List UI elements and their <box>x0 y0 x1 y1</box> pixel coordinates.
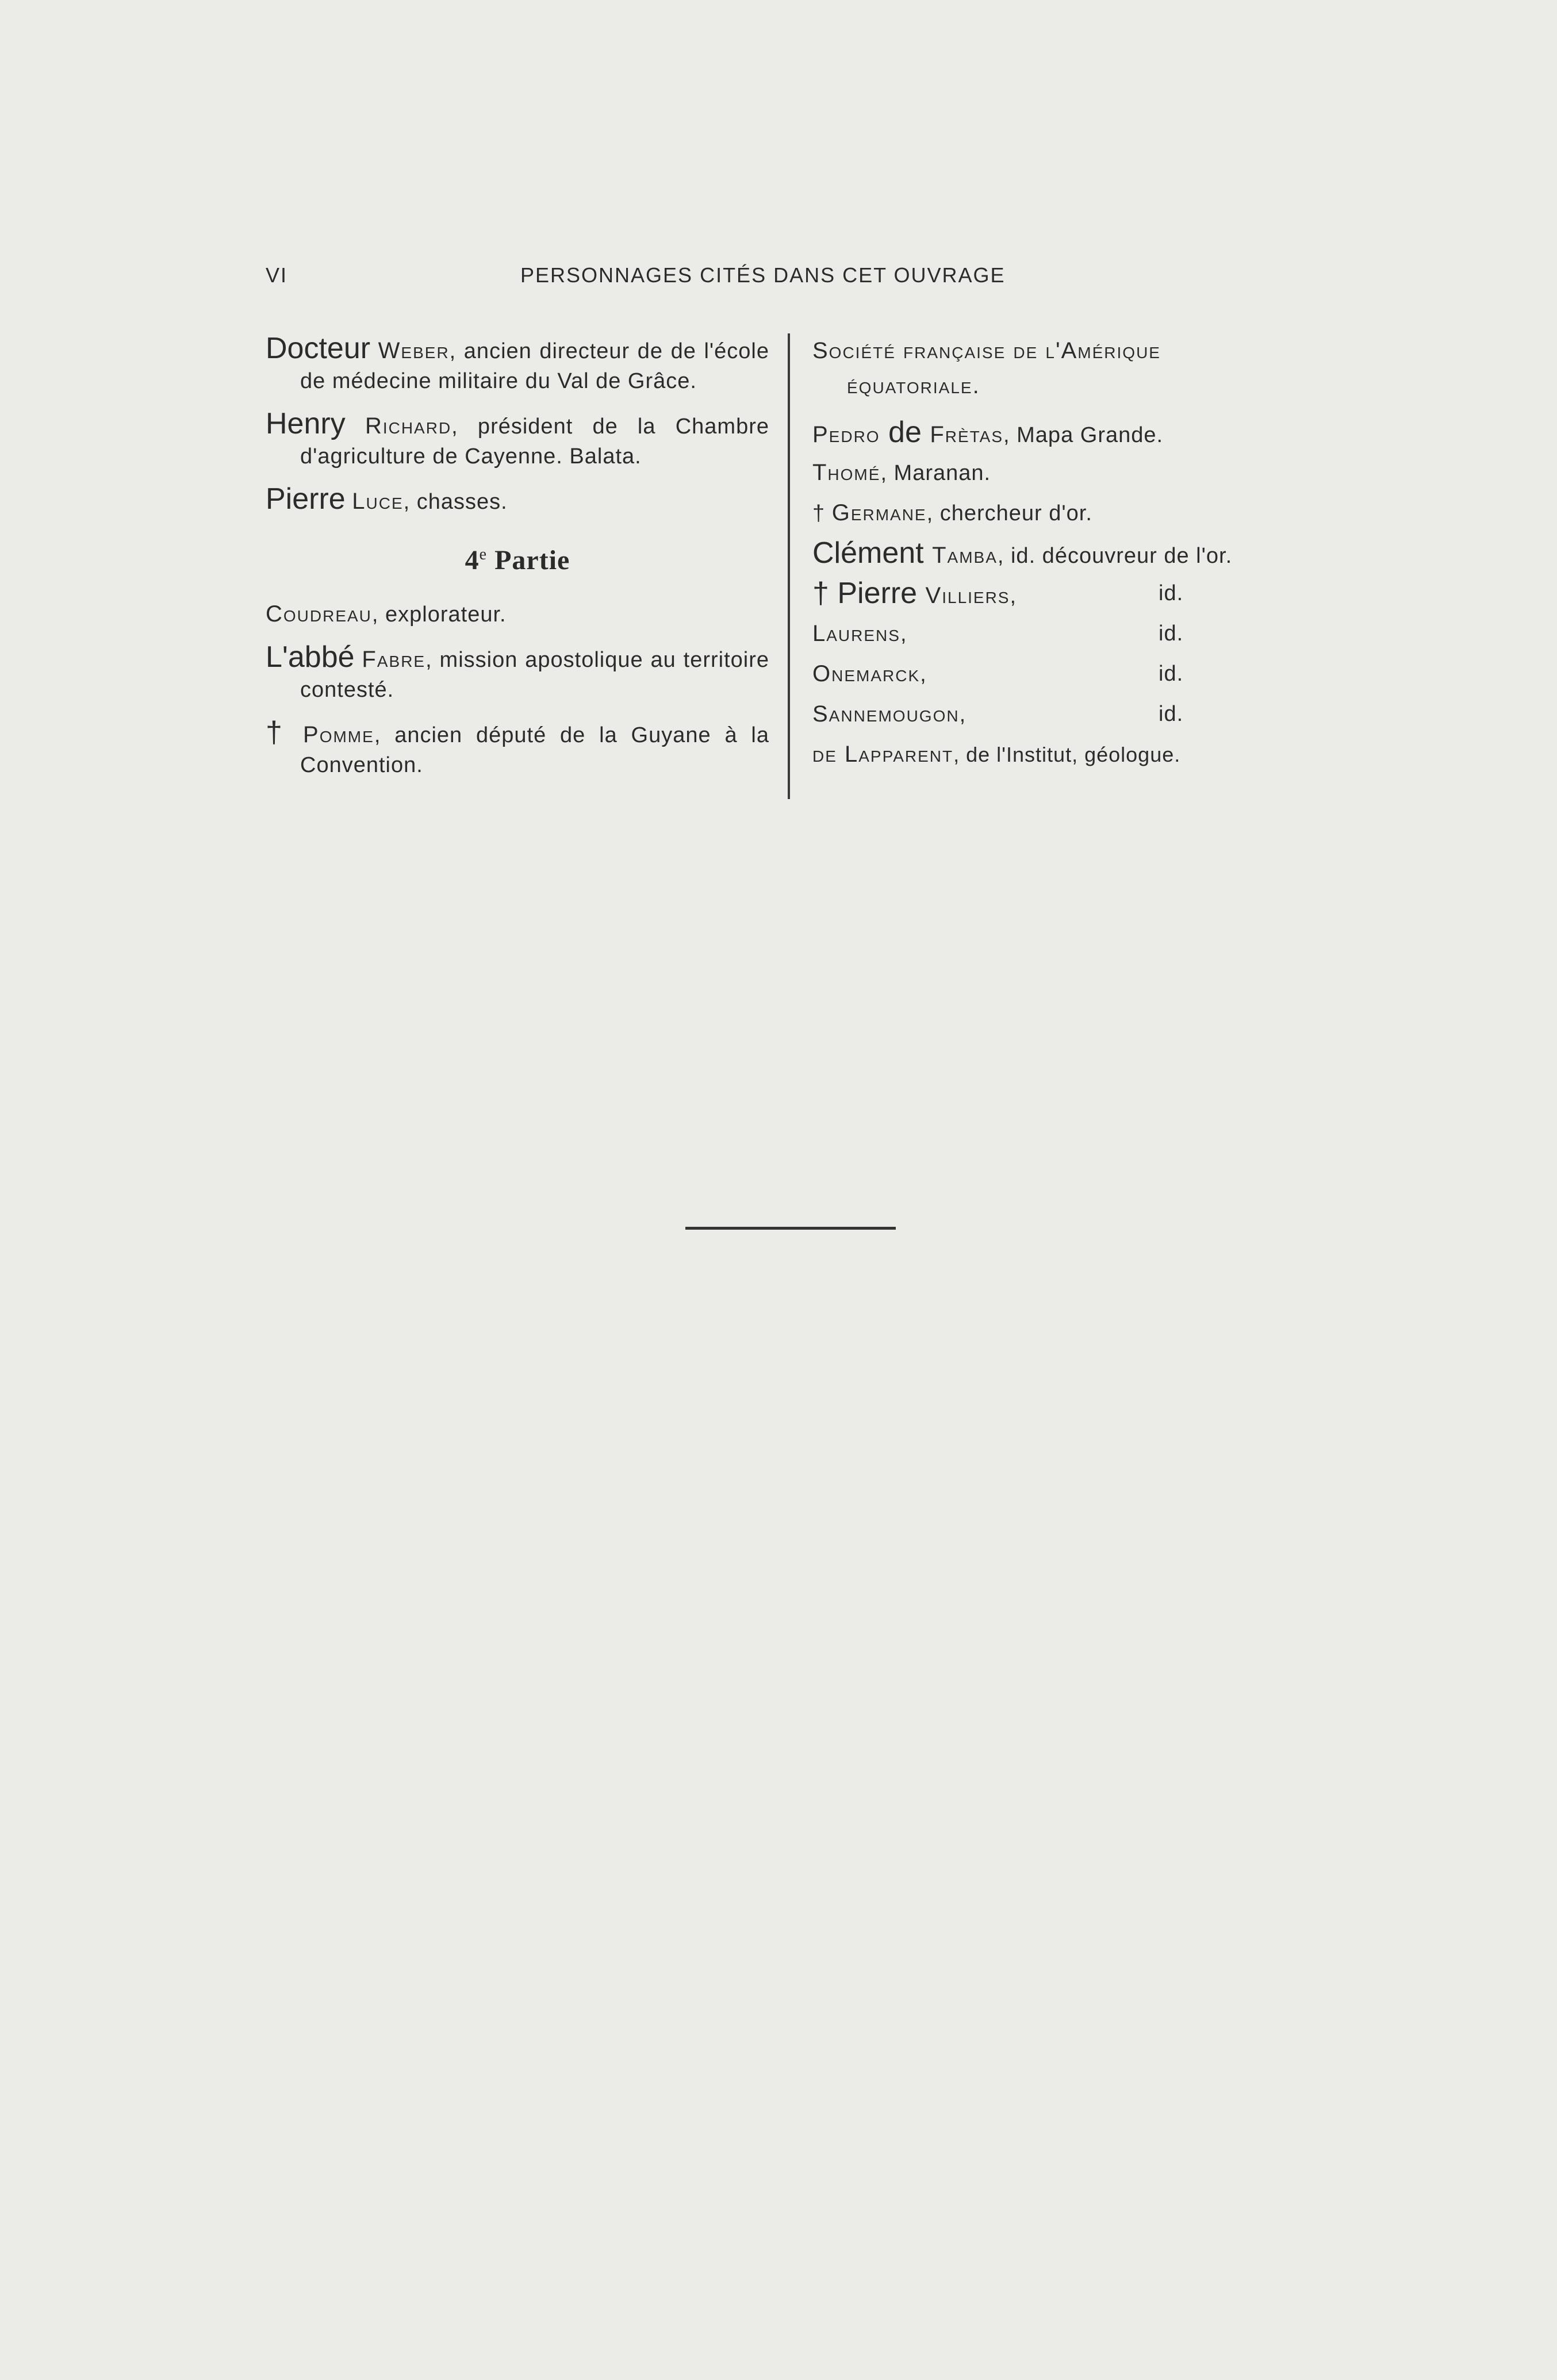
running-head <box>266 263 1318 292</box>
entry-prefix: L'abbé <box>266 640 355 674</box>
entry-description: , id. découvreur de l'or. <box>997 544 1233 568</box>
entry-id: id. <box>1159 702 1184 726</box>
right-column <box>812 333 1318 774</box>
entry-luce <box>266 484 769 517</box>
section-label: Partie <box>494 545 570 575</box>
entry-description: , explorateur. <box>371 602 507 627</box>
entry-surname: Tamba <box>932 543 998 568</box>
section-heading <box>266 544 769 576</box>
section-ordinal: e <box>479 546 488 563</box>
entry-surname: Onemarck <box>812 661 921 686</box>
entry-villiers <box>812 573 1318 613</box>
entry-id: id. <box>1159 581 1184 605</box>
column-divider <box>788 333 790 799</box>
entry-surname: Fabre <box>362 647 426 672</box>
entry-tamba <box>812 533 1318 573</box>
entry-given-name: Pierre <box>266 482 346 516</box>
entry-surname: Richard <box>365 413 452 439</box>
entry-description: , ancien député de la Guyane à la Convention. <box>300 723 769 777</box>
entry-society-line1: Société française de l'Amérique <box>812 338 1161 363</box>
entry-richard <box>266 409 769 471</box>
entry-description: , <box>1010 584 1017 608</box>
entry-description: , ancien directeur de de l'école de médecine militaire du Val de Grâce. <box>300 339 769 393</box>
entry-description: , Mapa Grande. <box>1003 423 1164 447</box>
entry-description: , président de la Chambre d'agriculture de Cayenne. Balata. <box>300 414 770 469</box>
dagger-icon: † <box>812 501 832 525</box>
entry-surname: Pedro <box>812 422 880 447</box>
entry-given-name: † Pierre <box>812 577 926 610</box>
entry-weber <box>266 333 769 396</box>
section-number: 4 <box>465 545 480 575</box>
entry-germane <box>812 493 1318 533</box>
entry-given-name: Henry <box>266 407 346 440</box>
entry-description: , Maranan. <box>880 461 991 485</box>
entry-society-line2: équatoriale. <box>847 373 980 398</box>
entry-societe <box>812 333 1318 403</box>
page-number: VI <box>266 263 288 287</box>
entry-id: id. <box>1159 621 1184 646</box>
entry-surname: Sannemougon <box>812 701 960 727</box>
entry-description: , <box>959 703 967 727</box>
entry-sannemougon <box>812 694 1318 734</box>
entry-description: , <box>900 622 907 646</box>
entry-coudreau <box>266 599 769 629</box>
entry-surname: Germane <box>831 500 927 525</box>
entry-thome <box>812 452 1318 493</box>
entry-surname: Coudreau <box>266 601 372 627</box>
entry-laurens <box>812 613 1318 654</box>
entry-surname: Weber <box>378 338 450 363</box>
entry-lapparent <box>812 734 1318 774</box>
entry-id: id. <box>1159 662 1184 686</box>
entry-description: , <box>920 662 927 686</box>
entry-onemarck <box>812 654 1318 694</box>
entry-given-name: Docteur <box>266 332 371 365</box>
left-column <box>266 333 769 793</box>
entry-surname: Pomme <box>303 722 374 747</box>
entry-surname: Villiers <box>925 583 1010 608</box>
entry-surname: Laurens <box>812 621 900 646</box>
entry-fabre <box>266 642 769 705</box>
entry-pomme <box>266 717 769 780</box>
entry-given-name: Clément <box>812 536 933 570</box>
entry-pedro <box>812 412 1318 452</box>
dagger-icon: † <box>266 716 290 749</box>
entry-description: , chasses. <box>403 490 508 514</box>
entry-description: , de l'Institut, géologue. <box>953 743 1181 766</box>
entry-description: , chercheur d'or. <box>926 501 1092 525</box>
entry-surname: Thomé <box>812 460 881 485</box>
entry-surname-2: Frètas <box>930 422 1004 447</box>
entry-description: , mission apostolique au territoire contesté. <box>300 648 770 702</box>
running-title: PERSONNAGES CITÉS DANS CET OUVRAGE <box>520 263 1006 287</box>
entry-particle: de <box>880 416 930 449</box>
closing-rule <box>685 1227 896 1230</box>
entry-surname: Luce <box>352 489 404 514</box>
entry-surname: de Lapparent <box>812 742 954 767</box>
